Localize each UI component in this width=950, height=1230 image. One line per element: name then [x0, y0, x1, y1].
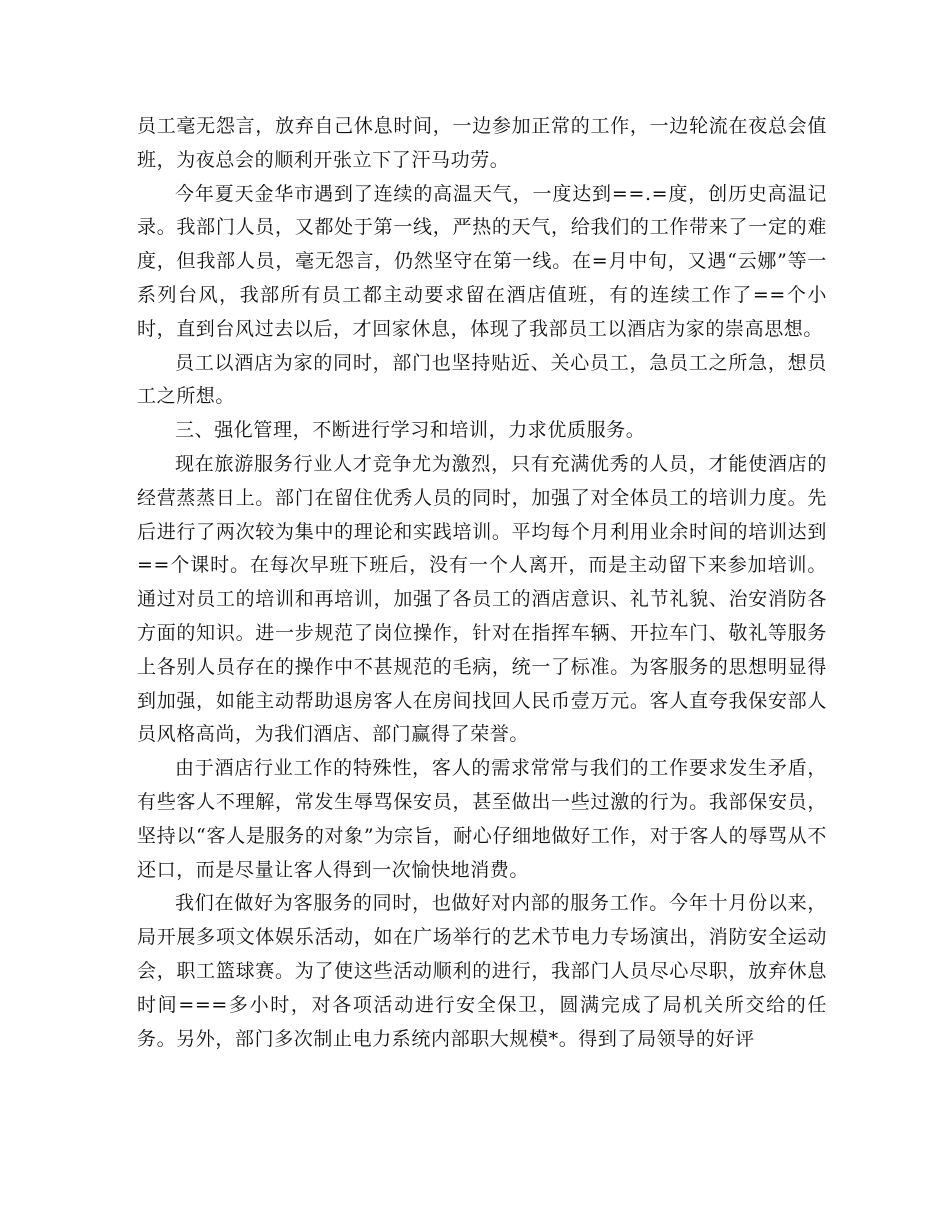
paragraph-7: 我们在做好为客服务的同时，也做好对内部的服务工作。今年十月份以来，局开展多项文体娱乐活动，如在广场举行的艺术节电力专场演出，消防安全运动会，职工篮球赛。为了使这些活动顺利的进行，我部门人员尽心尽职，放弃休息时间===多小时，对各项活动进行安全保卫，圆满完成了局机关所交给的任务。另外，部门多次制止电力系统内部职大规模*。得到了局领导的好评 [137, 892, 827, 1050]
paragraph-2: 今年夏天金华市遇到了连续的高温天气，一度达到==.=度，创历史高温记录。我部门人员，又都处于第一线，严热的天气，给我们的工作带来了一定的难度，但我部人员，毫无怨言，仍然坚守在第一线。在=月中旬，又遇“云娜”等一系列台风，我部所有员工都主动要求留在酒店值班，有的连续工作了==个小时，直到台风过去以后，才回家休息，体现了我部员工以酒店为家的崇高思想。 [137, 182, 827, 340]
section-heading: 三、强化管理，不断进行学习和培训，力求优质服务。 [175, 419, 646, 442]
paragraph-5: 现在旅游服务行业人才竞争尤为激烈，只有充满优秀的人员，才能使酒店的经营蒸蒸日上。部门在留住优秀人员的同时，加强了对全体员工的培训力度。先后进行了两次较为集中的理论和实践培训。平均每个月利用业余时间的培训达到==个课时。在每次早班下班后，没有一个人离开，而是主动留下来参加培训。通过对员工的培训和再培训，加强了各员工的酒店意识、礼节礼貌、治安消防各方面的知识。进一步规范了岗位操作，针对在指挥车辆、开拉车门、敬礼等服务上各别人员存在的操作中不甚规范的毛病，统一了标准。为客服务的思想明显得到加强，如能主动帮助退房客人在房间找回人民币壹万元。客人直夸我保安部人员风格高尚，为我们酒店、部门赢得了荣誉。 [137, 452, 827, 746]
paragraph-6: 由于酒店行业工作的特殊性，客人的需求常常与我们的工作要求发生矛盾，有些客人不理解，常发生辱骂保安员，甚至做出一些过激的行为。我部保安员，坚持以“客人是服务的对象”为宗旨，耐心仔细地做好工作，对于客人的辱骂从不还口，而是尽量让客人得到一次愉快地消费。 [137, 757, 827, 881]
document-body [137, 110, 827, 1056]
paragraph-1: 员工毫无怨言，放弃自己休息时间，一边参加正常的工作，一边轮流在夜总会值班，为夜总会的顺利开张立下了汗马功劳。 [137, 115, 827, 171]
paragraph-3: 员工以酒店为家的同时，部门也坚持贴近、关心员工，急员工之所急，想员工之所想。 [137, 351, 827, 408]
